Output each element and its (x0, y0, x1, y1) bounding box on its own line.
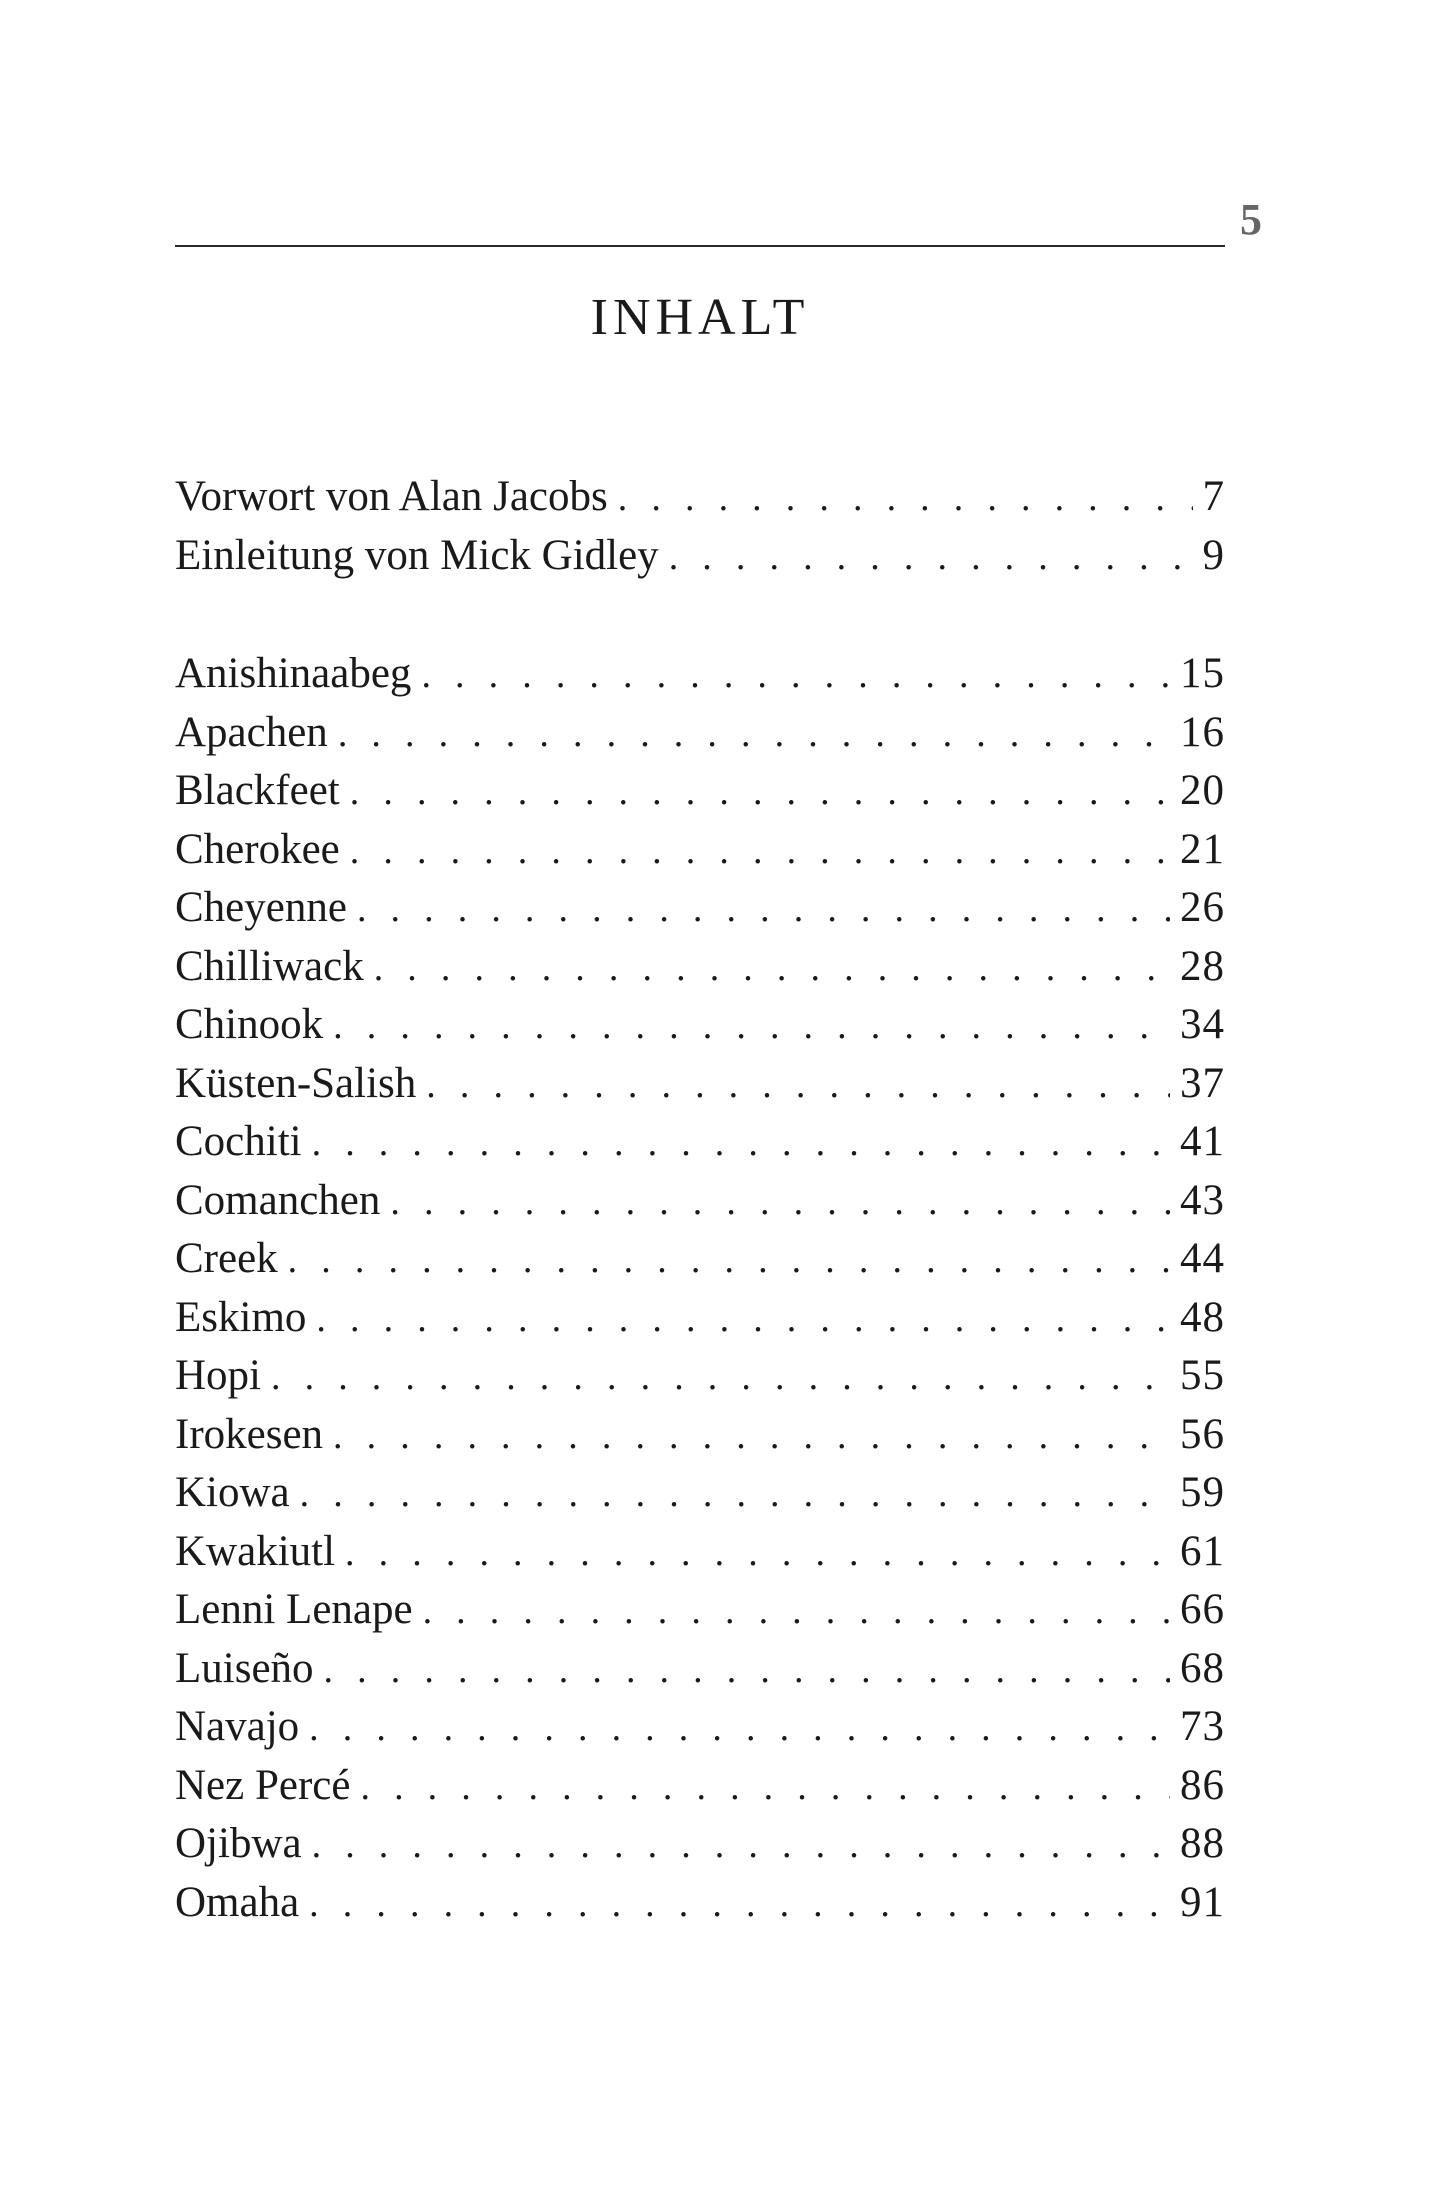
toc-entry[interactable] (175, 704, 1225, 763)
toc-entry[interactable] (175, 1523, 1225, 1582)
toc-entry[interactable] (175, 1698, 1225, 1757)
toc-entry-label: Irokesen (175, 1410, 324, 1458)
toc-entry-page: 55 (1180, 1352, 1225, 1399)
toc-entry[interactable] (175, 1055, 1225, 1114)
toc-entry[interactable] (175, 879, 1225, 938)
toc-entry-label: Chinook (175, 1001, 324, 1048)
toc-entry-label: Cherokee (175, 825, 340, 873)
header-rule (175, 245, 1225, 247)
toc-entry-label: Comanchen (175, 1176, 381, 1224)
toc-entry[interactable] (175, 1640, 1225, 1699)
toc-entry[interactable] (175, 1347, 1225, 1406)
toc-entry[interactable] (175, 996, 1225, 1055)
leader-dots (618, 469, 1193, 528)
toc-entry-label: Ojibwa (175, 1820, 302, 1867)
leader-dots (324, 1641, 1170, 1700)
toc-entry[interactable] (175, 821, 1225, 880)
toc-entry-label: Navajo (175, 1703, 300, 1750)
toc-entry-label: Cochiti (175, 1118, 302, 1165)
leader-dots (421, 646, 1170, 705)
toc-entry-page: 66 (1180, 1586, 1225, 1633)
leader-dots (350, 822, 1170, 881)
leader-dots (309, 1875, 1170, 1934)
toc-entry-label: Creek (175, 1235, 278, 1282)
toc-entry[interactable] (175, 468, 1225, 527)
leader-dots (390, 1173, 1170, 1232)
leader-dots (669, 528, 1193, 587)
toc-entry-label: Einleitung von Mick Gidley (175, 531, 659, 579)
toc-entry-page: 34 (1180, 1001, 1225, 1048)
toc-entry-label: Apachen (175, 708, 328, 756)
toc-entry-label: Küsten-Salish (175, 1059, 417, 1107)
toc-entry[interactable] (175, 1113, 1225, 1172)
leader-dots (374, 939, 1170, 998)
toc-entry-page: 15 (1180, 650, 1225, 697)
toc-entry-page: 41 (1180, 1118, 1225, 1165)
leader-dots (316, 1290, 1170, 1349)
toc-entry[interactable] (175, 1757, 1225, 1816)
leader-dots (357, 880, 1170, 939)
toc-entry-page: 21 (1180, 825, 1225, 873)
table-of-contents (175, 468, 1225, 1932)
toc-entry-page: 73 (1180, 1703, 1225, 1750)
toc-entry-page: 28 (1180, 942, 1225, 990)
toc-entry-page: 26 (1180, 884, 1225, 931)
toc-entry-label: Nez Percé (175, 1761, 351, 1809)
toc-entry-page: 86 (1180, 1761, 1225, 1809)
toc-entry-page: 16 (1180, 708, 1225, 756)
toc-entry-label: Anishinaabeg (175, 650, 412, 697)
toc-entry-label: Kiowa (175, 1469, 290, 1516)
toc-entry[interactable] (175, 1289, 1225, 1348)
leader-dots (360, 1758, 1170, 1817)
toc-entry[interactable] (175, 1464, 1225, 1523)
leader-dots (426, 1056, 1170, 1115)
leader-dots (333, 1407, 1170, 1466)
leader-dots (312, 1816, 1170, 1875)
toc-entry-page: 91 (1180, 1878, 1225, 1926)
toc-entry[interactable] (175, 645, 1225, 704)
toc-entry-label: Vorwort von Alan Jacobs (175, 473, 608, 520)
leader-dots (288, 1231, 1170, 1290)
toc-entry[interactable] (175, 1230, 1225, 1289)
toc-entry[interactable] (175, 1581, 1225, 1640)
page-title: INHALT (590, 289, 810, 346)
toc-entry-page: 88 (1180, 1820, 1225, 1867)
leader-dots (333, 997, 1170, 1056)
toc-entry[interactable] (175, 527, 1225, 586)
toc-entry[interactable] (175, 1815, 1225, 1874)
leader-dots (345, 1524, 1170, 1583)
toc-entry-label: Eskimo (175, 1293, 307, 1341)
toc-entry-page: 48 (1180, 1293, 1225, 1341)
toc-entry-page: 7 (1202, 473, 1225, 520)
toc-entry[interactable] (175, 762, 1225, 821)
leader-dots (300, 1465, 1170, 1524)
toc-entry-label: Hopi (175, 1352, 261, 1399)
leader-dots (309, 1699, 1170, 1758)
page-number: 5 (1240, 195, 1262, 244)
toc-entry-label: Cheyenne (175, 884, 347, 931)
toc-entry-page: 61 (1180, 1527, 1225, 1575)
toc-entry[interactable] (175, 938, 1225, 997)
toc-entry-page: 59 (1180, 1469, 1225, 1516)
toc-entry-label: Kwakiutl (175, 1527, 336, 1575)
section-gap (175, 585, 1225, 645)
toc-entry-label: Blackfeet (175, 767, 340, 814)
toc-entry-label: Omaha (175, 1878, 300, 1926)
leader-dots (350, 763, 1170, 822)
leader-dots (338, 705, 1170, 764)
toc-entry[interactable] (175, 1406, 1225, 1465)
toc-entry-page: 56 (1180, 1410, 1225, 1458)
toc-entry-page: 44 (1180, 1235, 1225, 1282)
toc-entry-label: Luiseño (175, 1644, 314, 1692)
leader-dots (312, 1114, 1170, 1173)
toc-entry-page: 20 (1180, 767, 1225, 814)
leader-dots (271, 1348, 1170, 1407)
leader-dots (423, 1582, 1170, 1641)
toc-entry[interactable] (175, 1874, 1225, 1933)
toc-entry-page: 37 (1180, 1059, 1225, 1107)
toc-entry-page: 9 (1202, 531, 1225, 579)
toc-entry-label: Lenni Lenape (175, 1586, 413, 1633)
toc-entry[interactable] (175, 1172, 1225, 1231)
toc-entry-page: 68 (1180, 1644, 1225, 1692)
toc-entry-label: Chilliwack (175, 942, 364, 990)
toc-entry-page: 43 (1180, 1176, 1225, 1224)
